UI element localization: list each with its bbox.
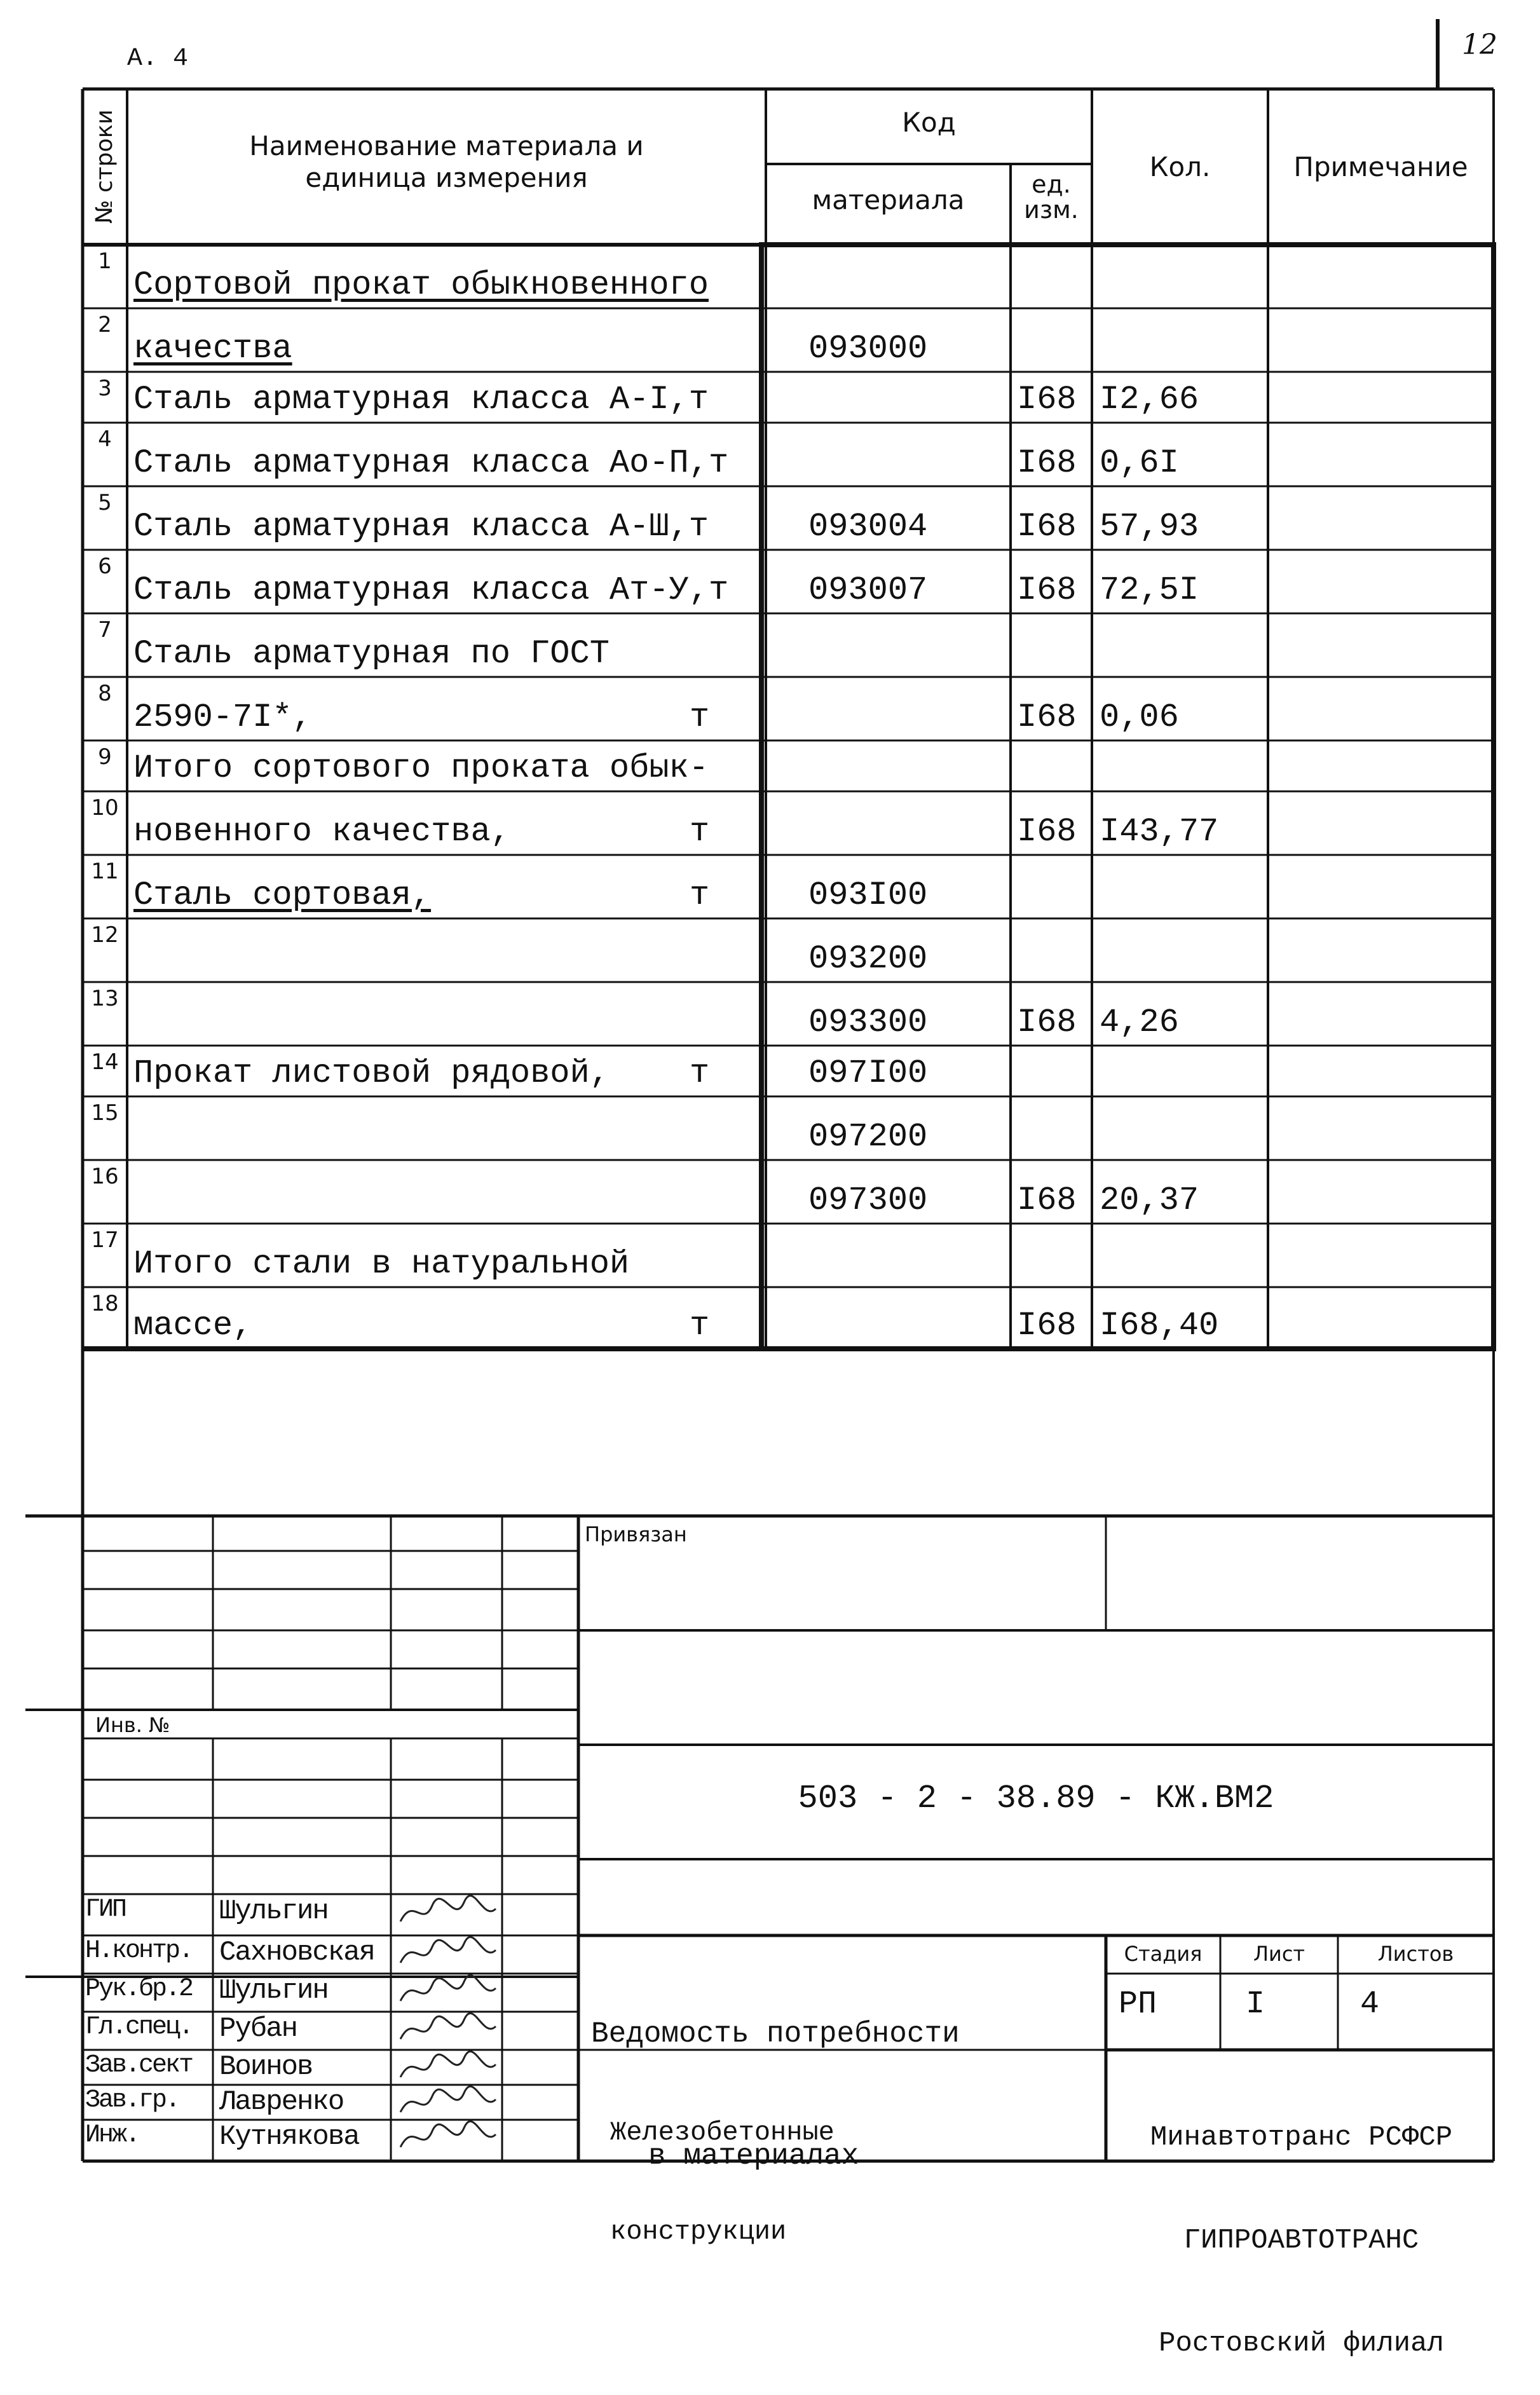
sheets-label: Листов <box>1377 1942 1454 1966</box>
signature-mark <box>394 2119 502 2157</box>
row-number: 14 <box>91 1049 119 1075</box>
stage-value: РП <box>1119 1986 1157 2023</box>
material-name: качества <box>133 330 292 367</box>
row-number: 18 <box>91 1291 119 1316</box>
organization: Минавтотранс РСФСР ГИПРОАВТОТРАНС Ростовский филиал <box>1150 2122 1453 2359</box>
unit-code: I68 <box>1017 508 1077 545</box>
material-name: Сортовой прокат обыкновенного <box>133 266 709 304</box>
signer-role: Инж. <box>85 2121 139 2150</box>
unit-code: I68 <box>1017 1182 1077 1219</box>
quantity: 0,6I <box>1100 444 1179 482</box>
material-name: Сталь сортовая, <box>133 877 432 914</box>
unit-suffix: т <box>690 1054 710 1092</box>
row-number: 11 <box>91 859 119 884</box>
quantity: I68,40 <box>1100 1307 1219 1344</box>
doc-title: Ведомость потребности в материалах <box>591 2017 960 2173</box>
signer-name: Рубан <box>219 2013 297 2045</box>
unit-code: I68 <box>1017 571 1077 609</box>
signature-mark <box>394 1972 502 2010</box>
quantity: I43,77 <box>1100 813 1219 850</box>
material-code: 097I00 <box>808 1054 928 1092</box>
quantity: 20,37 <box>1100 1182 1199 1219</box>
material-code: 093200 <box>808 940 928 978</box>
row-number: 1 <box>98 249 112 274</box>
signature-mark <box>394 1893 502 1931</box>
quantity: 4,26 <box>1100 1004 1179 1041</box>
material-name: Прокат листовой рядовой, <box>133 1054 610 1092</box>
quantity: I2,66 <box>1100 381 1199 418</box>
row-number: 4 <box>98 426 112 452</box>
signature-mark <box>394 2049 502 2087</box>
row-number: 13 <box>91 986 119 1011</box>
material-code: 093004 <box>808 508 928 545</box>
signer-role: Гл.спец. <box>85 2013 193 2042</box>
material-name: Итого стали в натуральной <box>133 1245 630 1283</box>
unit-code: I68 <box>1017 444 1077 482</box>
unit-suffix: т <box>690 813 710 850</box>
sheet-value: I <box>1246 1986 1265 2023</box>
page-number: 12 <box>1462 29 1497 61</box>
material-code: 097200 <box>808 1118 928 1156</box>
unit-suffix: т <box>690 877 710 914</box>
row-number: 7 <box>98 617 112 643</box>
material-name: массе, <box>133 1307 253 1344</box>
material-name: Сталь арматурная класса Ат-У,т <box>133 571 729 609</box>
signer-role: Рук.бр.2 <box>85 1975 193 2003</box>
signer-name: Шульгин <box>219 1895 328 1927</box>
row-number: 12 <box>91 922 119 948</box>
unit-code: I68 <box>1017 1307 1077 1344</box>
quantity: 57,93 <box>1100 508 1199 545</box>
material-code: 097300 <box>808 1182 928 1219</box>
material-code: 093I00 <box>808 877 928 914</box>
doc-code: 503 - 2 - 38.89 - КЖ.ВМ2 <box>798 1780 1274 1817</box>
row-number: 17 <box>91 1227 119 1253</box>
material-code: 093300 <box>808 1004 928 1041</box>
signer-name: Шульгин <box>219 1975 328 2007</box>
signature-mark <box>394 2010 502 2049</box>
unit-code: I68 <box>1017 699 1077 736</box>
row-number: 9 <box>98 744 112 770</box>
unit-code: I68 <box>1017 813 1077 850</box>
signer-role: ГИП <box>85 1895 126 1924</box>
header-material-code: материала <box>812 184 965 215</box>
signer-role: Зав.гр. <box>85 2086 179 2115</box>
signer-role: Н.контр. <box>85 1937 193 1965</box>
row-number: 6 <box>98 554 112 579</box>
unit-code: I68 <box>1017 381 1077 418</box>
header-material-name: Наименование материала и единица измерения <box>249 130 644 193</box>
material-name: новенного качества, <box>133 813 510 850</box>
signer-name: Кутнякова <box>219 2121 359 2153</box>
quantity: 0,06 <box>1100 699 1179 736</box>
material-name: Сталь арматурная класса А-I,т <box>133 381 709 418</box>
material-name: Сталь арматурная класса Ао-П,т <box>133 444 729 482</box>
material-code: 093000 <box>808 330 928 367</box>
material-name: 2590-7I*, <box>133 699 312 736</box>
privyazan-label: Привязан <box>585 1522 687 1546</box>
signer-name: Лавренко <box>219 2086 344 2118</box>
doc-subtitle: Железобетонные конструкции <box>610 2117 835 2247</box>
row-number: 5 <box>98 490 112 515</box>
inv-no-label: Инв. № <box>95 1713 170 1737</box>
row-number: 8 <box>98 681 112 706</box>
row-number: 3 <box>98 376 112 401</box>
material-code: 093007 <box>808 571 928 609</box>
signature-mark <box>394 1934 502 1972</box>
row-number: 15 <box>91 1100 119 1126</box>
unit-code: I68 <box>1017 1004 1077 1041</box>
quantity: 72,5I <box>1100 571 1199 609</box>
row-number: 2 <box>98 312 112 338</box>
stage-label: Стадия <box>1124 1942 1203 1966</box>
sheet-mark: А. 4 <box>127 44 189 73</box>
header-row-number: № строки <box>92 109 118 224</box>
material-name: Сталь арматурная по ГОСТ <box>133 635 610 672</box>
sheet-label: Лист <box>1253 1942 1305 1966</box>
header-code: Код <box>902 107 956 138</box>
unit-suffix: т <box>690 699 710 736</box>
header-qty: Кол. <box>1149 151 1211 182</box>
signature-mark <box>394 2084 502 2122</box>
material-name: Итого сортового проката обык- <box>133 749 709 787</box>
sheets-value: 4 <box>1360 1986 1380 2023</box>
row-number: 16 <box>91 1164 119 1189</box>
header-note: Примечание <box>1293 151 1468 182</box>
unit-suffix: т <box>690 1307 710 1344</box>
signer-role: Зав.сект <box>85 2051 193 2080</box>
row-number: 10 <box>91 795 119 821</box>
signer-name: Воинов <box>219 2051 313 2083</box>
signer-name: Сахновская <box>219 1937 375 1969</box>
header-unit: ед. изм. <box>1024 170 1079 224</box>
material-name: Сталь арматурная класса А-Ш,т <box>133 508 709 545</box>
